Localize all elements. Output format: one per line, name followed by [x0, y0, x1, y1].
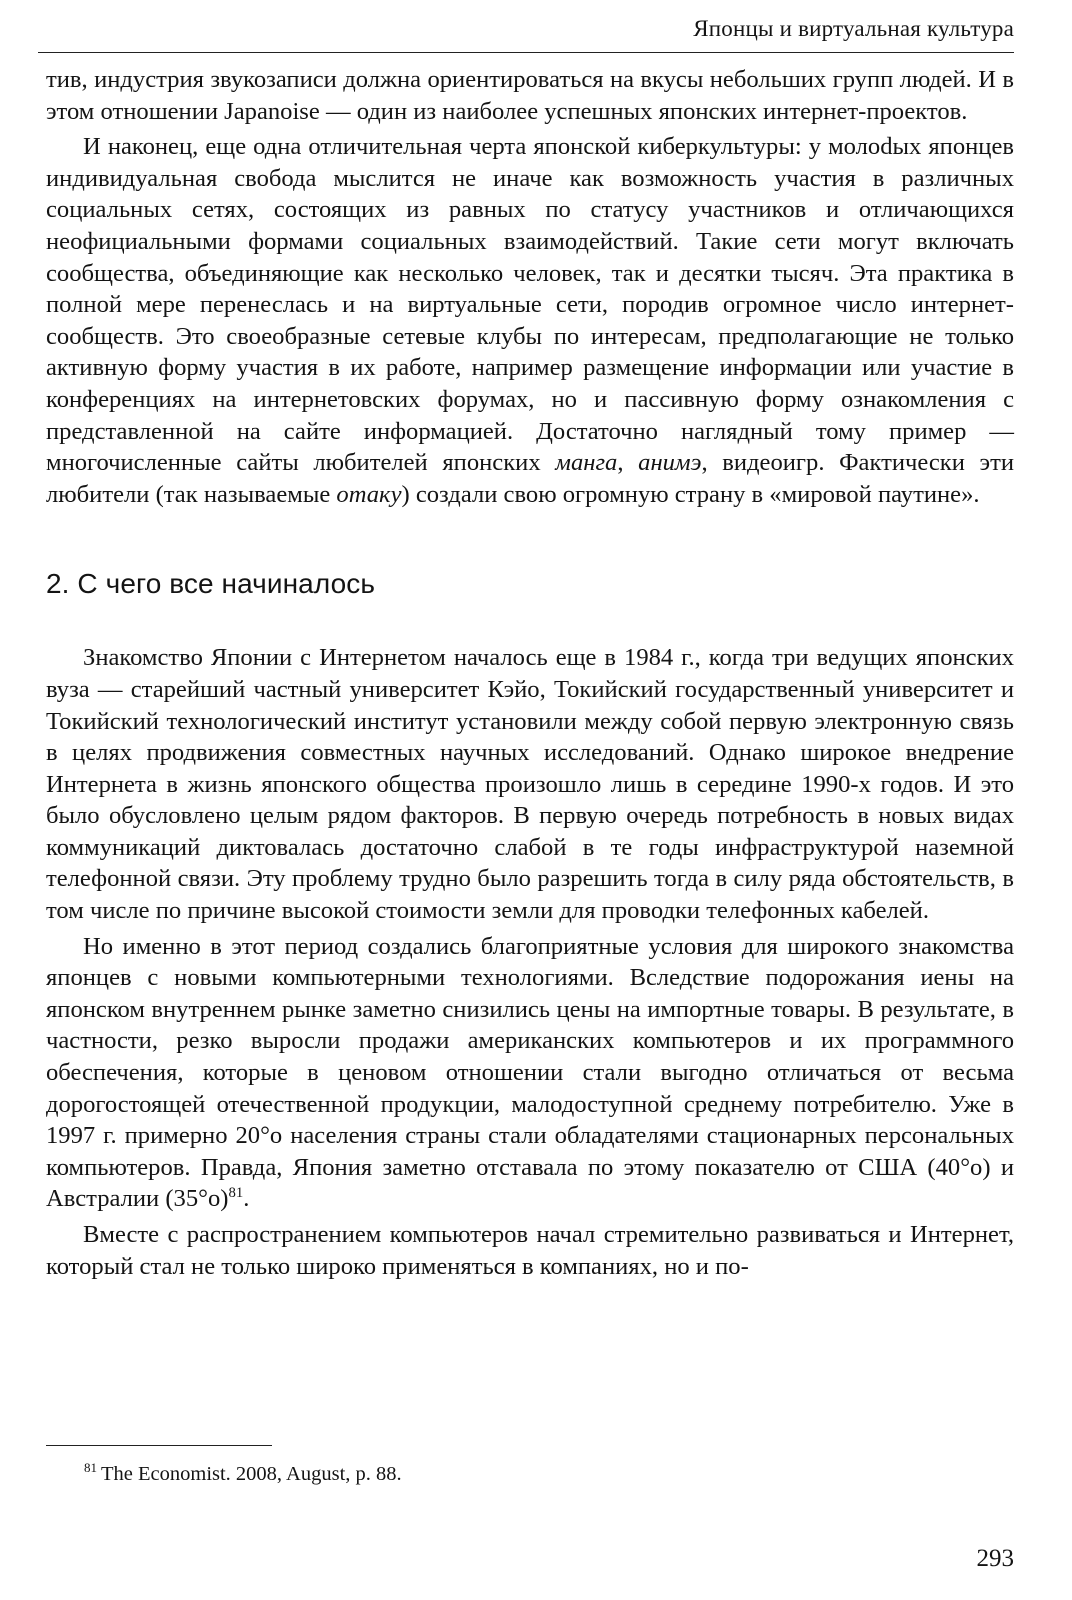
header-rule	[38, 52, 1014, 53]
paragraph-2-text-1: И наконец, еще одна отличительная черта японской киберкультуры: у молоdых японцев индивидуальная свобода мыслится не иначе как возможность участия в различных социальных сетях, состоящих из равных по статусу участников и отличающихся неофициальными формами социальных взаимодействий. Такие сети могут включать сообщества, объединяющие как несколько человек, так и десятки тысяч. Эта практика в полной мере перенеслась и на виртуальные сети, породив огромное число интернет-сообществ. Это своеобразные сетевые клубы по интересам, предполагающие не только активную форму участия в их работе, например размещение информации или участие в конференциях на интернетовских форумах, но и пассивную форму ознакомления с представленной на сайте информацией. Достаточно наглядный тому пример — многочисленные сайты любителей японских	[46, 133, 1014, 477]
paragraph-2-text-3: , видеоигр. Фактически эти любители (так называемые	[46, 449, 1014, 508]
term-anime: анимэ	[638, 449, 702, 477]
footnote	[84, 1460, 402, 1486]
page-number: 293	[976, 1545, 1014, 1572]
footnote-text: The Economist. 2008, August, p. 88.	[101, 1463, 402, 1485]
paragraph-2-text-2: ,	[617, 449, 639, 477]
term-manga: манга	[555, 449, 618, 477]
footnote-mark: 81	[84, 1460, 97, 1475]
paragraph-4-text: Но именно в этот период создались благоприятные условия для широкого знакомства японцев с новыми компьютерными технологиями. Вследствие подорожания иены на японском внутреннем рынке заметно снизились цены на импортные товары. В результате, в частности, резко выросли продажи американских компьютеров и их программного обеспечения, которые в ценовом отношении стали выгодно отличаться от весьма дорогостоящей отечественной продукции, малодоступной среднему потребителю. Уже в 1997 г. примерно 20°о населения страны стали обладателями стационарных персональных компьютеров. Правда, Япония заметно отставала по этому показателю от США (40°о) и Австралии (35°о)	[46, 932, 1014, 1213]
term-otaku: отаку	[336, 480, 402, 508]
paragraph-4	[46, 931, 1014, 1215]
page-body	[46, 64, 1014, 1282]
paragraph-5: Вместе с распространением компьютеров начал стремительно развиваться и Интернет, который стал не только широко применяться в компаниях, но и по-	[46, 1221, 1014, 1280]
paragraph-4-end: .	[243, 1185, 250, 1213]
running-head: Японцы и виртуальная культура	[693, 16, 1014, 41]
paragraph-1: тив, индустрия звукозаписи должна ориентироваться на вкусы небольших групп людей. И в этом отношении Japanoise — один из наиболее успешных японских интернет-проектов.	[46, 66, 1014, 125]
section-heading: 2. С чего все начиналось	[46, 568, 376, 600]
footnote-reference[interactable]: 81	[228, 1185, 244, 1202]
paragraph-3: Знакомство Японии с Интернетом началось еще в 1984 г., когда три ведущих японских вуза — старейший частный университет Кэйо, Токийский государственный университет и Токийский технологический институт установили между собой первую электронную связь в целях продвижения совместных научных исследований. Однако широкое внедрение Интернета в жизнь японского общества произошло лишь в середине 1990-х годов. И это было обусловлено целым рядом факторов. В первую очередь потребность в новых видах коммуникаций диктовалась достаточно слабой в те годы инфраструктурой наземной телефонной связи. Эту проблему трудно было разрешить тогда в силу ряда обстоятельств, в том числе по причине высокой стоимости земли для проводки телефонных кабелей.	[46, 644, 1014, 925]
paragraph-2-text-4: ) создали свою огромную страну в «мировой паутине».	[401, 480, 980, 508]
paragraph-2	[46, 131, 1014, 510]
footnote-rule	[46, 1445, 272, 1446]
